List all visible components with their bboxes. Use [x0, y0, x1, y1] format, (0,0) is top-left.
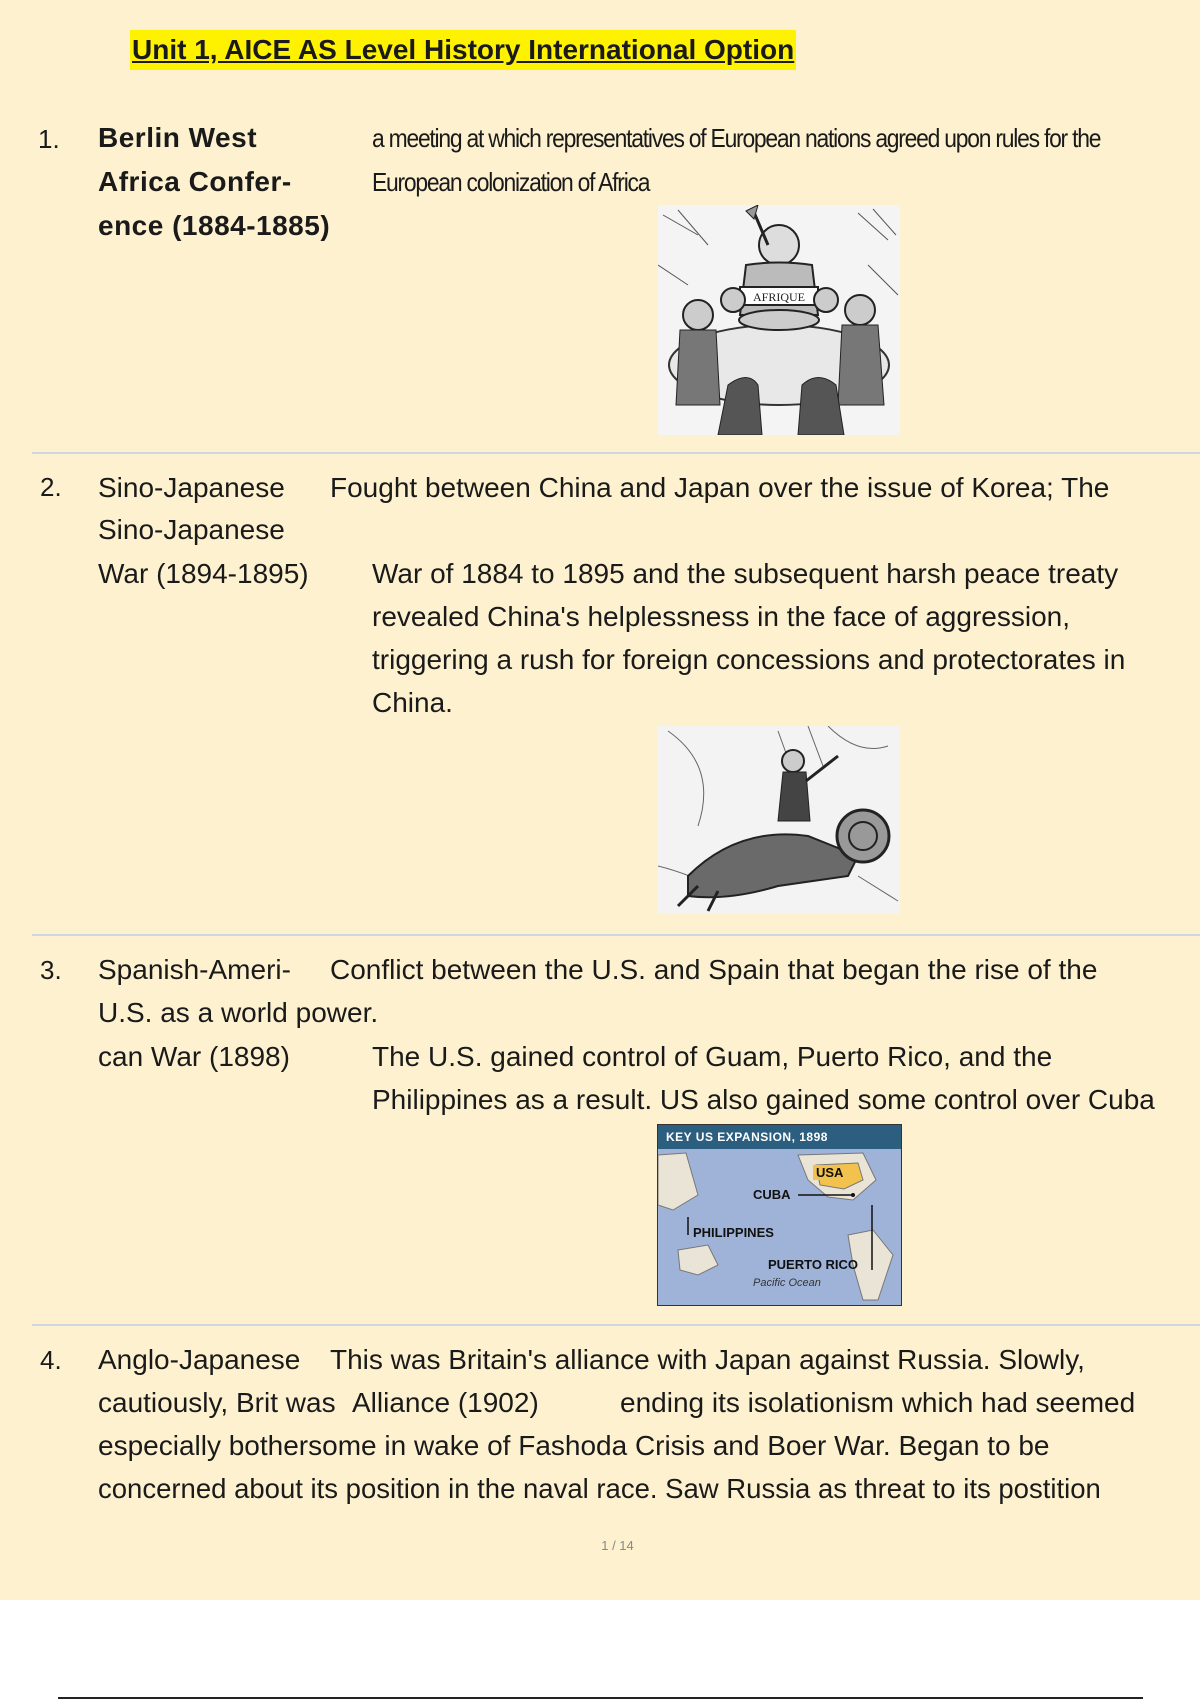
entry-number: 2.: [40, 472, 62, 502]
map-title: KEY US EXPANSION, 1898: [658, 1125, 901, 1149]
map-label-puerto-rico: PUERTO RICO: [768, 1257, 859, 1272]
berlin-conference-cartoon: [658, 205, 900, 435]
entry-definition-line: Philippines as a result. US also gained some control over Cuba: [372, 1084, 1155, 1115]
page-number: 1 / 14: [601, 1538, 634, 1553]
entry-definition-line: China.: [372, 687, 453, 718]
entry-definition-line: revealed China's helplessness in the face of aggression,: [372, 601, 1070, 632]
entry-definition-line: Conflict between the U.S. and Spain that began the rise of the: [330, 954, 1098, 985]
section-divider: [32, 934, 1200, 936]
map-label-philippines: PHILIPPINES: [693, 1225, 774, 1240]
section-divider: [32, 1324, 1200, 1326]
entry-term-line: can War (1898): [98, 1041, 290, 1072]
entry-term-line: Spanish-Ameri-: [98, 954, 291, 985]
entry-definition-line: triggering a rush for foreign concessions and protectorates in: [372, 644, 1126, 675]
map-label-pacific-ocean: Pacific Ocean: [753, 1277, 821, 1289]
entry-term-line: War (1894-1895): [98, 558, 309, 589]
entry-definition-line: This was Britain's alliance with Japan against Russia. Slowly,: [330, 1344, 1085, 1375]
sino-japanese-war-cartoon: [658, 726, 900, 914]
entry-definition-line: The U.S. gained control of Guam, Puerto Rico, and the: [372, 1041, 1053, 1072]
entry-term-line: Africa Confer-: [98, 166, 292, 197]
footer-rule: [58, 1697, 1143, 1699]
entry-definition-line: Fought between China and Japan over the issue of Korea; The: [330, 472, 1110, 503]
entry-term-line: Berlin West: [98, 122, 258, 153]
entry-definition-line: cautiously, Brit was: [98, 1387, 336, 1418]
entry-term-line: ence (1884-1885): [98, 210, 331, 241]
map-label-cuba: CUBA: [753, 1187, 791, 1202]
afrique-label: AFRIQUE: [752, 290, 806, 304]
section-divider: [32, 452, 1200, 454]
entry-number: 3.: [40, 955, 62, 985]
entry-definition-line: concerned about its position in the naval race. Saw Russia as threat to its postition: [98, 1473, 1101, 1504]
entry-definition-line: European colonization of Africa: [372, 167, 650, 197]
us-expansion-map: [657, 1124, 902, 1306]
entry-term-line: Alliance (1902): [352, 1387, 539, 1418]
entry-definition-line: U.S. as a world power.: [98, 997, 379, 1028]
entry-definition-line: especially bothersome in wake of Fashoda Crisis and Boer War. Began to be: [98, 1430, 1050, 1461]
entry-term-line: Anglo-Japanese: [98, 1344, 301, 1375]
entry-term-line: Sino-Japanese: [98, 514, 285, 545]
document-title: Unit 1, AICE AS Level History International Option: [130, 30, 796, 70]
entry-number: 1.: [38, 124, 60, 154]
entry-definition-line: a meeting at which representatives of European nations agreed upon rules for the: [372, 123, 1101, 153]
entry-definition-line: War of 1884 to 1895 and the subsequent harsh peace treaty: [372, 558, 1119, 589]
entry-definition-line: ending its isolationism which had seemed: [620, 1387, 1136, 1418]
entry-term-line: Sino-Japanese: [98, 472, 285, 503]
map-label-usa: USA: [813, 1165, 846, 1180]
entry-number: 4.: [40, 1345, 62, 1375]
